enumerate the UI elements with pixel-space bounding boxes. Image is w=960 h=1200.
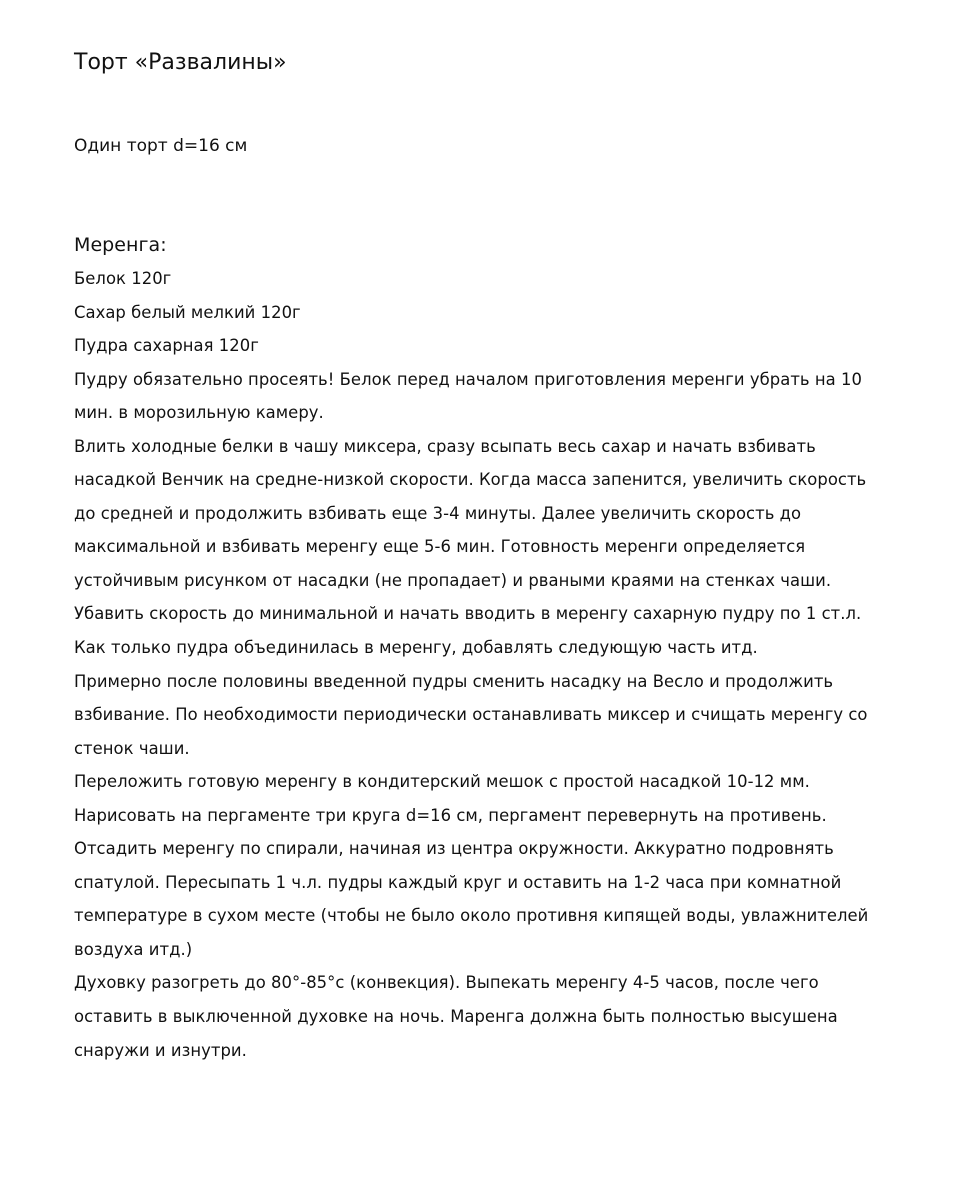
cake-size-note: Один торт d=16 см (74, 136, 248, 156)
ingredient-fine-sugar: Сахар белый мелкий 120г (74, 302, 301, 322)
instruction-line: температуре в сухом месте (чтобы не было около противня кипящей воды, увлажнителей (74, 906, 869, 926)
ingredient-egg-whites: Белок 120г (74, 269, 172, 288)
instruction-line: Как только пудра объединилась в меренгу, добавлять следующую часть итд. (74, 638, 758, 658)
instruction-line: Убавить скорость до минимальной и начать вводить в меренгу сахарную пудру по 1 ст.л. (74, 604, 862, 624)
instruction-line: Примерно после половины введенной пудры сменить насадку на Весло и продолжить (74, 671, 834, 691)
instruction-line: насадкой Венчик на средне-низкой скорости. Когда масса запенится, увеличить скорость (74, 470, 867, 490)
ingredient-powdered-sugar: Пудра сахарная 120г (74, 336, 259, 356)
instruction-line: воздуха итд.) (74, 939, 193, 959)
instruction-line: максимальной и взбивать меренгу еще 5-6 мин. Готовность меренги определяется (74, 537, 806, 557)
instruction-line: стенок чаши. (74, 738, 190, 758)
meringue-section (74, 229, 904, 1067)
instruction-line: мин. в морозильную камеру. (74, 403, 324, 423)
recipe-title: Торт «Развалины» (74, 50, 287, 75)
instruction-line: Духовку разогреть до 80°-85°c (конвекция). Выпекать меренгу 4-5 часов, после чего (74, 973, 819, 993)
instruction-line: Влить холодные белки в чашу миксера, сразу всыпать весь сахар и начать взбивать (74, 436, 816, 456)
instruction-line: спатулой. Пересыпать 1 ч.л. пудры каждый круг и оставить на 1-2 часа при комнатной (74, 872, 842, 892)
instruction-line: устойчивым рисунком от насадки (не пропадает) и рваными краями на стенках чаши. (74, 570, 832, 590)
instruction-line: оставить в выключенной духовке на ночь. Маренга должна быть полностью высушена (74, 1007, 838, 1027)
instruction-line: до средней и продолжить взбивать еще 3-4 минуты. Далее увеличить скорость до (74, 503, 802, 523)
instruction-line: Нарисовать на пергаменте три круга d=16 см, пергамент перевернуть на противень. (74, 805, 827, 825)
meringue-heading: Меренга: (74, 234, 167, 256)
instruction-line: снаружи и изнутри. (74, 1040, 247, 1060)
instruction-line: Пудру обязательно просеять! Белок перед началом приготовления меренги убрать на 10 (74, 369, 862, 389)
instruction-line: Отсадить меренгу по спирали, начиная из центра окружности. Аккуратно подровнять (74, 839, 834, 859)
instruction-line: взбивание. По необходимости периодически останавливать миксер и счищать меренгу со (74, 705, 868, 725)
instruction-line: Переложить готовую меренгу в кондитерский мешок с простой насадкой 10-12 мм. (74, 772, 810, 792)
